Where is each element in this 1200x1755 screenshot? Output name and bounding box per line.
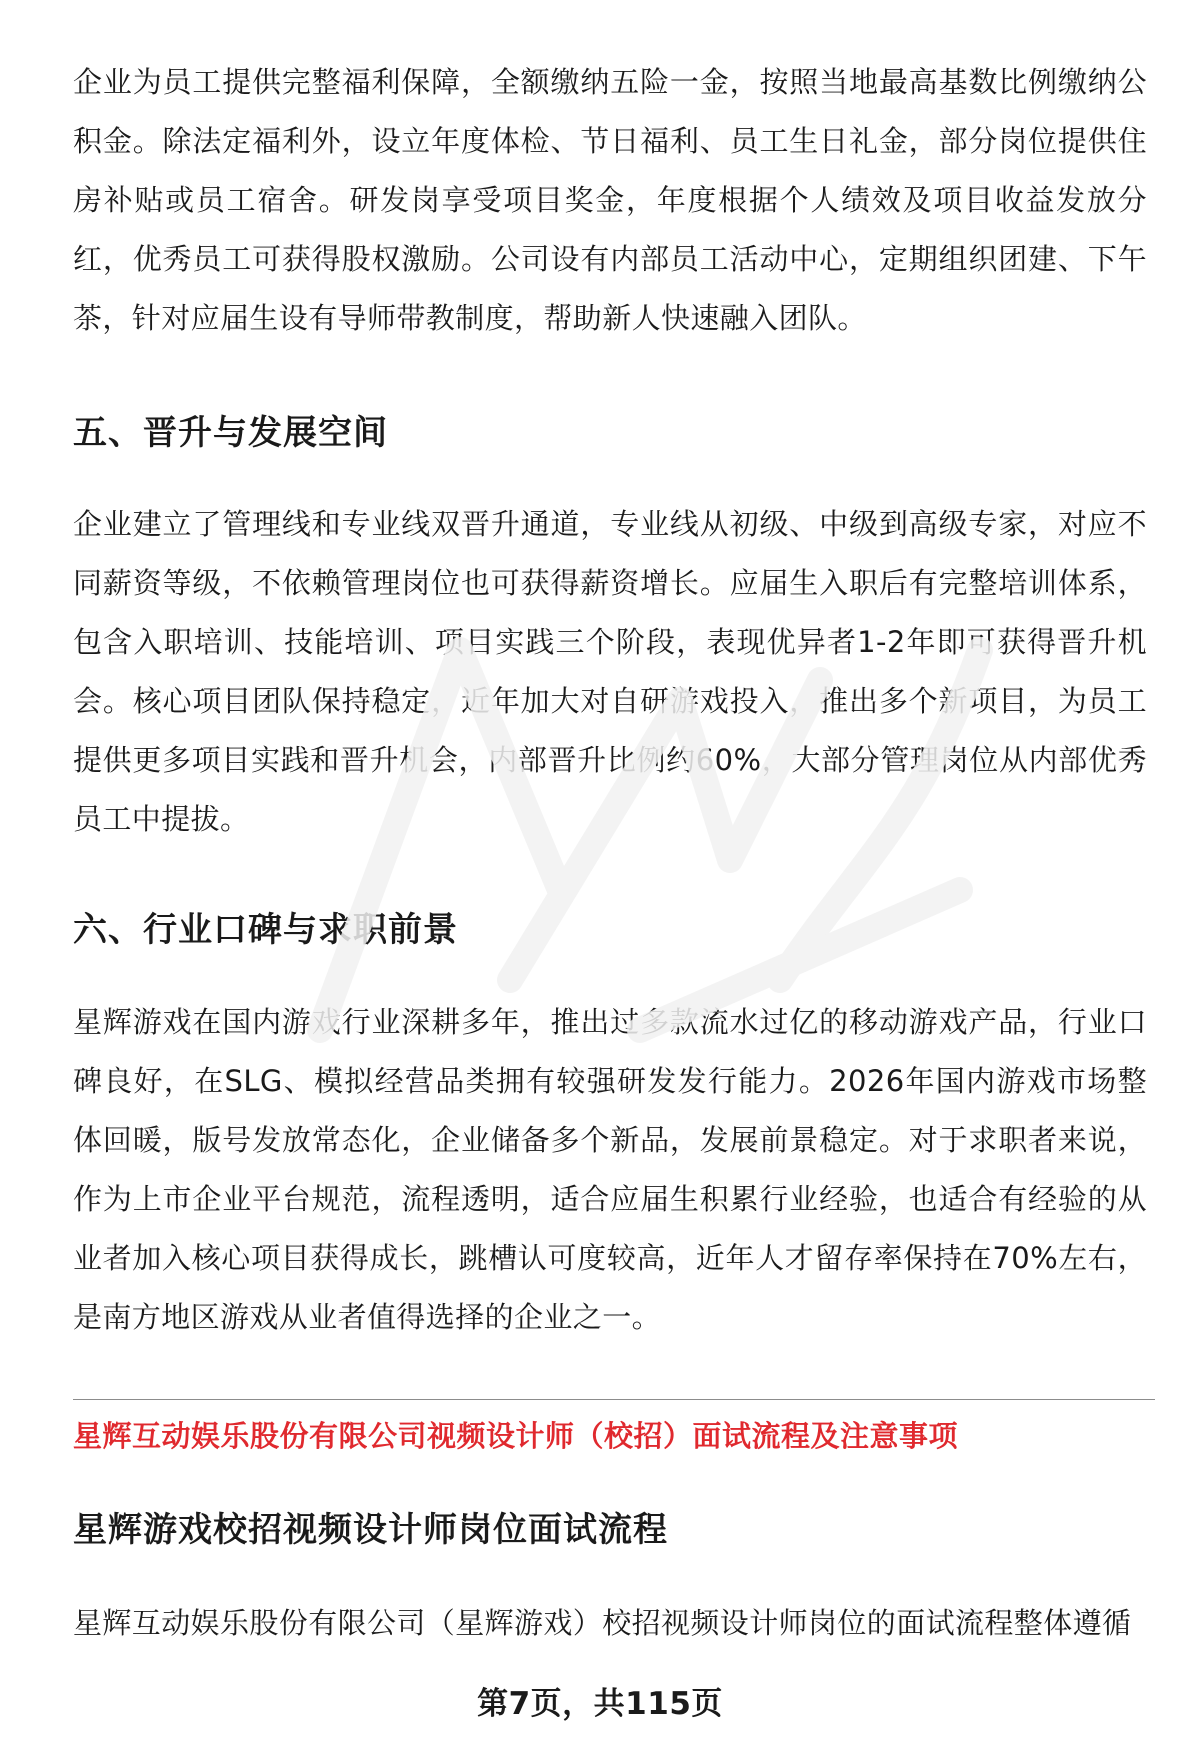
page-number: 第7页，共115页	[477, 1686, 723, 1722]
promotion-paragraph: 企业建立了管理线和专业线双晋升通道，专业线从初级、中级到高级专家，对应不同薪资等级，不依赖管理岗位也可获得薪资增长。应届生入职后有完整培训体系，包含入职培训、技能培训、项目实践三个阶段，表现优异者1-2年即可获得晋升机会。核心项目团队保持稳定，近年加大对自研游戏投入，推出多个新项目，为员工提供更多项目实践和晋升机会，内部晋升比例约60%，大部分管理岗位从内部优秀员工中提拔。	[73, 507, 1147, 836]
interview-intro-paragraph: 星辉互动娱乐股份有限公司（星辉游戏）校招视频设计师岗位的面试流程整体遵循	[73, 1606, 1132, 1640]
section-heading-reputation: 六、行业口碑与求职前景	[73, 910, 458, 950]
interview-process-heading: 星辉游戏校招视频设计师岗位面试流程	[73, 1510, 668, 1550]
section-divider	[73, 1399, 1155, 1400]
section-heading-promotion: 五、晋升与发展空间	[73, 413, 388, 453]
welfare-paragraph: 企业为员工提供完整福利保障，全额缴纳五险一金，按照当地最高基数比例缴纳公积金。除法定福利外，设立年度体检、节日福利、员工生日礼金，部分岗位提供住房补贴或员工宿舍。研发岗享受项目奖金，年度根据个人绩效及项目收益发放分红，优秀员工可获得股权激励。公司设有内部员工活动中心，定期组织团建、下午茶，针对应届生设有导师带教制度，帮助新人快速融入团队。	[73, 65, 1147, 335]
reputation-paragraph: 星辉游戏在国内游戏行业深耕多年，推出过多款流水过亿的移动游戏产品，行业口碑良好，在SLG、模拟经营品类拥有较强研发发行能力。2026年国内游戏市场整体回暖，版号发放常态化，企业储备多个新品，发展前景稳定。对于求职者来说，作为上市企业平台规范，流程透明，适合应届生积累行业经验，也适合有经验的从业者加入核心项目获得成长，跳槽认可度较高，近年人才留存率保持在70%左右，是南方地区游戏从业者值得选择的企业之一。	[73, 1005, 1147, 1334]
interview-link-title[interactable]: 星辉互动娱乐股份有限公司视频设计师（校招）面试流程及注意事项	[73, 1419, 959, 1453]
